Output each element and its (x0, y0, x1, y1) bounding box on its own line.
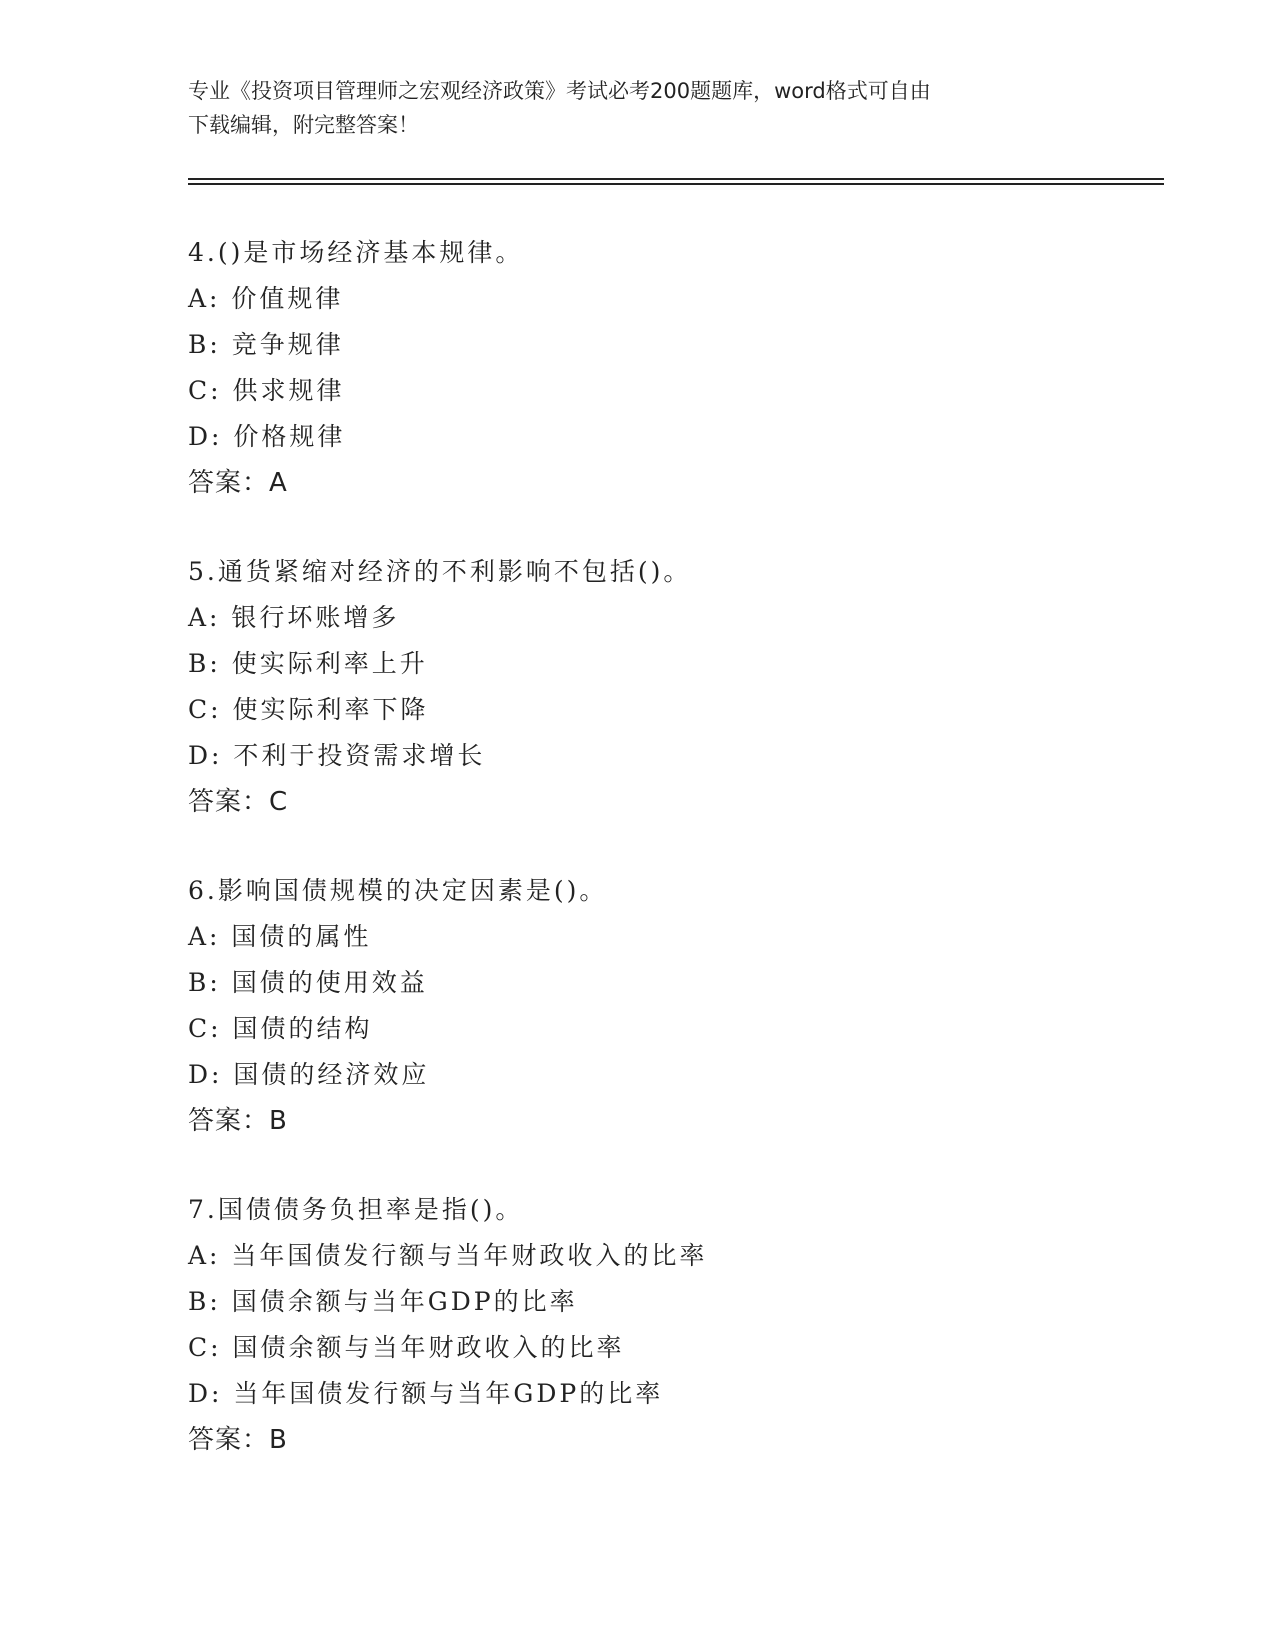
option-c: C: 国债余额与当年财政收入的比率 (188, 1333, 625, 1362)
option-b: B: 竞争规律 (188, 330, 344, 359)
option-c: C: 国债的结构 (188, 1014, 373, 1043)
question-block (188, 1187, 1138, 1463)
question-block (188, 230, 1138, 506)
header-divider-bottom (188, 183, 1164, 185)
header-line-1: 专业《投资项目管理师之宏观经济政策》考试必考200题题库，word格式可自由 (188, 79, 931, 103)
option-b: B: 国债余额与当年GDP的比率 (188, 1287, 578, 1316)
answer-line: 答案：B (188, 1106, 288, 1136)
option-b: B: 国债的使用效益 (188, 968, 428, 997)
option-d: D: 价格规律 (188, 422, 346, 451)
option-d: D: 当年国债发行额与当年GDP的比率 (188, 1379, 664, 1408)
option-a: A: 当年国债发行额与当年财政收入的比率 (188, 1241, 708, 1270)
question-stem: 4.()是市场经济基本规律。 (188, 238, 524, 267)
question-stem: 6.影响国债规模的决定因素是()。 (188, 876, 608, 905)
question-stem: 7.国债债务负担率是指()。 (188, 1195, 524, 1224)
option-d: D: 不利于投资需求增长 (188, 741, 486, 770)
option-a: A: 国债的属性 (188, 922, 372, 951)
header-line-2: 下载编辑，附完整答案！ (188, 113, 419, 137)
question-block (188, 549, 1138, 825)
option-a: A: 价值规律 (188, 284, 344, 313)
header-divider-top (188, 178, 1164, 180)
option-a: A: 银行坏账增多 (188, 603, 400, 632)
option-c: C: 供求规律 (188, 376, 345, 405)
option-b: B: 使实际利率上升 (188, 649, 428, 678)
answer-line: 答案：B (188, 1425, 288, 1455)
document-header (188, 74, 1088, 142)
option-d: D: 国债的经济效应 (188, 1060, 430, 1089)
answer-line: 答案：C (188, 787, 289, 817)
question-block (188, 868, 1138, 1144)
option-c: C: 使实际利率下降 (188, 695, 429, 724)
answer-line: 答案：A (188, 468, 288, 498)
question-stem: 5.通货紧缩对经济的不利影响不包括()。 (188, 557, 692, 586)
